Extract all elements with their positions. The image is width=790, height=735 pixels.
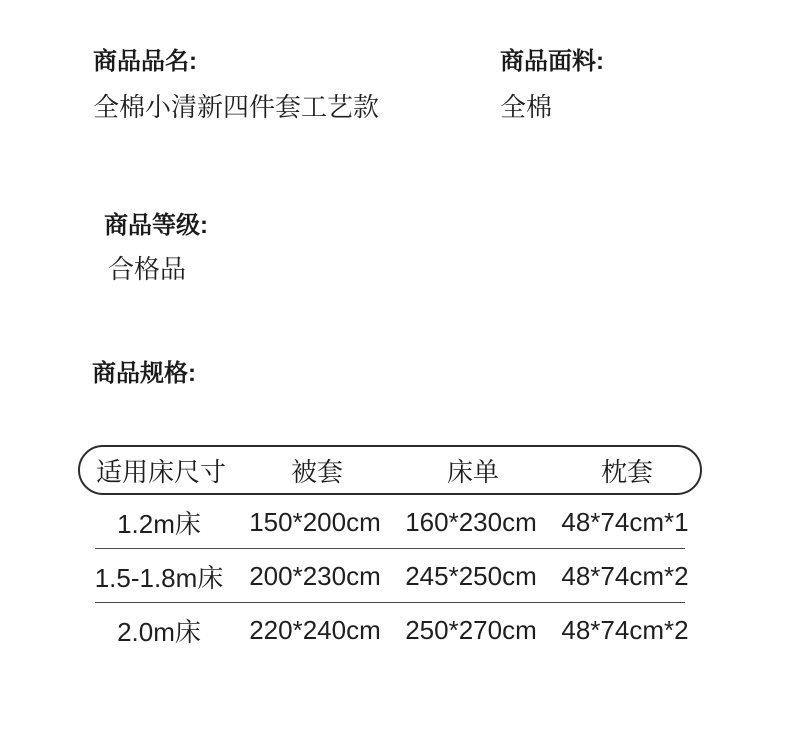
- table-row: [78, 549, 702, 603]
- product-spec-heading: [92, 360, 196, 388]
- cell-bed-size: 2.0m床: [117, 616, 201, 647]
- header-pillowcase: 枕套: [600, 456, 653, 487]
- cell-duvet-cover: 220*240cm: [249, 614, 381, 645]
- product-grade-label: 商品等级:: [104, 212, 208, 239]
- product-fabric-label: 商品面料:: [500, 48, 604, 75]
- header-bed-size: 适用床尺寸: [95, 456, 226, 487]
- cell-bed-sheet: 160*230cm: [405, 506, 537, 537]
- cell-pillowcase: 48*74cm*2: [561, 614, 689, 645]
- cell-pillowcase: 48*74cm*2: [561, 560, 689, 591]
- cell-bed-sheet: 250*270cm: [405, 614, 537, 645]
- cell-duvet-cover: 200*230cm: [249, 560, 381, 591]
- header-duvet-cover: 被套: [290, 456, 343, 487]
- product-name-section: [93, 48, 379, 122]
- cell-duvet-cover: 150*200cm: [249, 506, 381, 537]
- product-fabric-value: 全棉: [500, 92, 553, 122]
- cell-bed-sheet: 245*250cm: [405, 560, 537, 591]
- cell-bed-size: 1.5-1.8m床: [94, 562, 224, 593]
- product-grade-section: [104, 212, 208, 284]
- cell-pillowcase: 48*74cm*1: [561, 506, 689, 537]
- header-bed-sheet: 床单: [446, 456, 499, 487]
- product-name-label: 商品品名:: [93, 48, 197, 75]
- table-row: [78, 495, 702, 549]
- table-row: [78, 603, 702, 657]
- product-fabric-section: [500, 48, 604, 122]
- product-name-value: 全棉小清新四件套工艺款: [93, 92, 380, 122]
- spec-table: [78, 445, 702, 657]
- cell-bed-size: 1.2m床: [117, 508, 201, 539]
- product-spec-label: 商品规格:: [92, 360, 196, 387]
- product-grade-value: 合格品: [108, 254, 187, 284]
- spec-table-header: [78, 445, 702, 495]
